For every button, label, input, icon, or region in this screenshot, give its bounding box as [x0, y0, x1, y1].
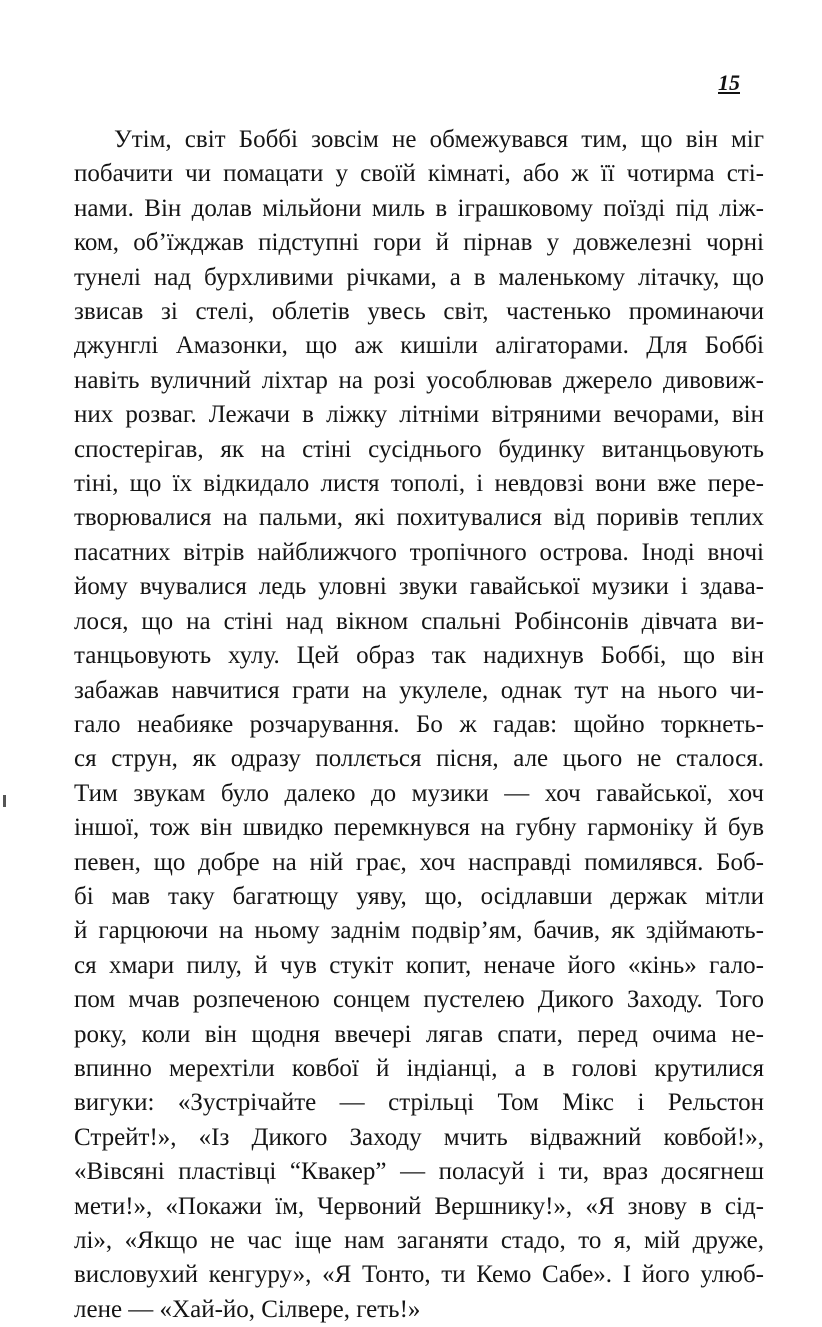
text-line: побачити чи помацати у своїй кімнаті, або ж її чотирма сті- — [74, 160, 764, 188]
text-line: спостерігав, як на стіні сусіднього будинку витанцьовують — [74, 435, 764, 463]
text-line: них розваг. Лежачи в ліжку літніми вітряними вечорами, він — [74, 401, 764, 429]
text-line: тунелі над бурхливими річками, а в маленькому літачку, що — [74, 263, 764, 291]
text-line: джунглі Амазонки, що аж кишіли алігаторами. Для Боббі — [74, 332, 764, 360]
text-line: впинно мерехтіли ковбої й індіанці, а в голові крутилися — [74, 1054, 764, 1082]
text-line: йому вчувалися ледь уловні звуки гавайської музики і здава- — [74, 573, 764, 601]
text-line: висловухий кенгуру», «Я Тонто, ти Кемо Сабе». І його улюб- — [74, 1261, 764, 1289]
scan-edge-mark — [3, 795, 6, 807]
text-line: року, коли він щодня ввечері лягав спати, перед очима не- — [74, 1020, 764, 1048]
text-line: лося, що на стіні над вікном спальні Робінсонів дівчата ви- — [74, 607, 764, 635]
text-line: Тим звукам було далеко до музики — хоч гавайської, хоч — [74, 779, 764, 807]
text-line: навіть вуличний ліхтар на розі уособлював джерело дивовиж- — [74, 366, 764, 394]
text-line: мети!», «Покажи їм, Червоний Вершнику!», «Я знову в сід- — [74, 1192, 764, 1220]
text-line: лі», «Якщо не час іще нам заганяти стадо, то я, мій друже, — [74, 1227, 764, 1254]
text-line: тіні, що їх відкидало листя тополі, і невдовзі вони вже пере- — [74, 470, 764, 498]
text-line: вигуки: «Зустрічайте — стрільці Том Мікс і Рельстон — [74, 1089, 764, 1117]
text-line: ся хмари пилу, й чув стукіт копит, неначе його «кінь» гало- — [74, 951, 764, 979]
text-line: танцьовують хулу. Цей образ так надихнув Боббі, що він — [74, 642, 764, 670]
text-line: гало неабияке розчарування. Бо ж гадав: щойно торкнеть- — [74, 710, 764, 738]
text-line: пом мчав розпеченою сонцем пустелею Дикого Заходу. Того — [74, 986, 764, 1014]
text-line: лене — «Хай-йо, Сілвере, геть!» — [74, 1295, 421, 1323]
text-line: певен, що добре на ній грає, хоч насправді помилявся. Боб- — [74, 848, 764, 876]
text-line: пасатних вітрів найближчого тропічного острова. Іноді вночі — [74, 538, 764, 566]
text-line: бі мав таку багатющу уяву, що, осідлавши держак мітли — [74, 882, 764, 910]
text-line: іншої, тож він швидко перемкнувся на губну гармоніку й був — [74, 814, 764, 842]
text-line: забажав навчитися грати на укулеле, однак тут на нього чи- — [74, 676, 764, 704]
text-line: Утім, світ Боббі зовсім не обмежувався тим, що він міг — [114, 126, 764, 153]
text-line: звисав зі стелі, облетів увесь світ, частенько проминаючи — [74, 298, 764, 326]
body-paragraph — [74, 123, 764, 1327]
text-line: Стрейт!», «Із Дикого Заходу мчить відважний ковбой!», — [74, 1123, 764, 1151]
text-line: творювалися на пальми, які похитувалися від поривів теплих — [74, 504, 764, 532]
text-line: нами. Він долав мільйони миль в іграшковому поїзді під ліж- — [74, 194, 764, 222]
text-line: «Вівсяні пластівці “Квакер” — поласуй і ти, враз досягнеш — [74, 1158, 764, 1186]
text-line: ся струн, як одразу поллється пісня, але цього не сталося. — [74, 745, 764, 773]
text-line: ком, об’їжджав підступні гори й пірнав у довжелезні чорні — [74, 229, 764, 257]
page-number: 15 — [718, 70, 740, 95]
text-line: й гарцюючи на ньому заднім подвір’ям, бачив, як здіймають- — [74, 917, 764, 945]
